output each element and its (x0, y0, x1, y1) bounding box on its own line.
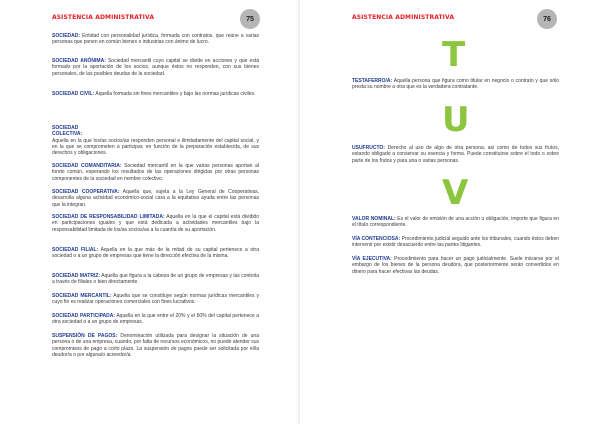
section-letter-t: T (442, 35, 466, 75)
entry-definition: Procedimiento para hacer un pago judicialmente. Suele iniciarse por el embargo de los bienes de la persona deudora, que posteriormente serán convertidos en dinero para hacer efectivas las deudas. (352, 256, 559, 275)
section-letter-u: U (442, 100, 470, 140)
left-page-number: 75 (240, 9, 260, 29)
entry-definition: Entidad con personalidad jurídica, formada con contratos, que reúne a varias personas que ponen en común bienes o industrias con ánimo de lucro. (52, 33, 259, 46)
glossary-entry-via-contenciosa (352, 236, 559, 249)
entry-definition: Aquella en la que los/as socios/as responden personal e ilimitadamente del capital social, y en la que se comprometen a participar, en función de la preparación establecida, de sus derechos y obligaciones. (52, 137, 259, 157)
entry-definition: Aquella en la que más de la mitad de su capital pertenece a otra sociedad o a un grupo de empresas que tiene la dirección efectiva de la misma. (52, 247, 259, 260)
entry-definition: Es el valor de emisión de una acción u obligación, importe que figura en el título correspondiente. (352, 216, 559, 229)
entry-term: SOCIEDAD FILIAL: (52, 247, 99, 253)
entry-definition: Sociedad mercantil en la que varias personas aportan al fondo común, esperando los resultados de las operaciones dirigidas por otras personas componentes de la sociedad en nombre colectivo. (52, 163, 259, 182)
glossary-entry-sociedad-comanditaria (52, 163, 259, 182)
glossary-entry-sociedad-civil (52, 91, 259, 97)
entry-definition: Aquella que figura a la cabeza de un grupo de empresas y las controla a través de filiales o bien directamente. (52, 273, 259, 286)
entry-term: TESTAFERRO/A: (352, 78, 393, 84)
entry-definition: Procedimiento judicial seguido ante los tribunales, cuando éstos deben intervenir por existir desacuerdo entre las partes litigantes. (352, 236, 560, 249)
entry-definition: Denominación utilizada para designar la situación de una persona o de una empresa, cuando, por falta de recursos económicos, no puede atender sus compromisos de pago a corto plazo. La suspensión de pagos puede ser solicitada por el/la deudor/a o por alguna/o acreedor/a. (52, 333, 259, 358)
entry-term: SOCIEDAD ANÓNIMA: (52, 58, 106, 64)
entry-definition: Aquella en la que entre el 20% y el 50% del capital pertenece a otra sociedad o a un grupo de empresas. (52, 313, 259, 326)
glossary-entry-sociedad-participada (52, 313, 259, 326)
glossary-entry-sociedad-responsabilidad-limitada (52, 214, 259, 233)
entry-term: SOCIEDAD MATRIZ: (52, 273, 101, 279)
entry-term: VÍA EJECUTIVA: (352, 256, 392, 262)
glossary-entry-sociedad (52, 33, 259, 46)
entry-term: SUSPENSIÓN DE PAGOS: (52, 333, 118, 339)
glossary-entry-sociedad-anonima (52, 58, 259, 77)
entry-definition: Aquella persona que figura como titular en negocio o contrato y que sólo presta su nombre a otra que es la verdadera contratante. (352, 78, 559, 91)
right-page-header: ASISTENCIA ADMINISTRATIVA (352, 14, 455, 21)
glossary-entry-sociedad-cooperativa (52, 189, 259, 208)
entry-term: USUFRUCTO: (352, 145, 385, 151)
entry-definition: Aquella que, sujeta a la Ley General de Cooperativas, desarrolla alguna actividad económico-social cara a la equitativa ayuda entre las personas que la integran. (52, 189, 259, 208)
glossary-entry-sociedad-matriz (52, 273, 259, 286)
entry-term-line1: SOCIEDAD (52, 125, 79, 131)
glossary-entry-sociedad-mercantil (52, 293, 259, 306)
entry-definition: Sociedad mercantil cuyo capital se divide en acciones y que está formado por la aportación de los socios, aunque éstos no responden, con sus bienes personales, de las posibles deudas de la sociedad. (52, 58, 259, 77)
entry-term: SOCIEDAD: (52, 33, 81, 39)
glossary-entry-usufructo (352, 145, 559, 164)
entry-term-line2: COLECTIVA: (52, 131, 83, 138)
glossary-entry-via-ejecutiva (352, 256, 559, 275)
entry-term: VÍA CONTENCIOSA: (352, 236, 401, 242)
entry-definition: Aquella en la que el capital está dividido en participaciones iguales y que está dedicada a actividades mercantiles bajo la responsabilidad limitada de los/as socios/as a la cuantía de su aportación. (52, 214, 259, 233)
right-page-number: 76 (537, 9, 557, 29)
glossary-entry-testaferro (352, 78, 559, 91)
glossary-entry-valor-nominal (352, 216, 559, 229)
entry-term: SOCIEDAD CIVIL: (52, 91, 95, 97)
entry-term: SOCIEDAD DE RESPONSABILIDAD LIMITADA: (52, 214, 165, 220)
entry-term: SOCIEDAD COOPERATIVA: (52, 189, 120, 195)
glossary-entry-sociedad-colectiva (52, 125, 259, 156)
right-page (300, 0, 600, 424)
glossary-entry-suspension-de-pagos (52, 333, 259, 358)
section-letter-v: V (442, 173, 469, 213)
glossary-entry-sociedad-filial (52, 247, 259, 260)
entry-definition: Aquella formada sin fines mercantiles y bajo las normas jurídicas civiles. (95, 91, 256, 97)
entry-term: SOCIEDAD COMANDITARIA: (52, 163, 122, 169)
entry-definition: Derecho al uso de algo de otra persona, así como de todos sus frutos, estando obligado a conservar su esencia y forma. Puede constituirse sobre el todo o sobre parte de los frutos y para una o varias personas. (352, 145, 559, 164)
entry-definition: Aquella que se constituye según normas jurídicas mercantiles y cuyo fin es realizar operaciones comerciales con fines lucrativos. (52, 293, 260, 306)
entry-term: SOCIEDAD MERCANTIL: (52, 293, 112, 299)
entry-term: SOCIEDAD PARTICIPADA: (52, 313, 116, 319)
left-page-header: ASISTENCIA ADMINISTRATIVA (52, 14, 155, 21)
entry-term: VALOR NOMINAL: (352, 216, 396, 222)
